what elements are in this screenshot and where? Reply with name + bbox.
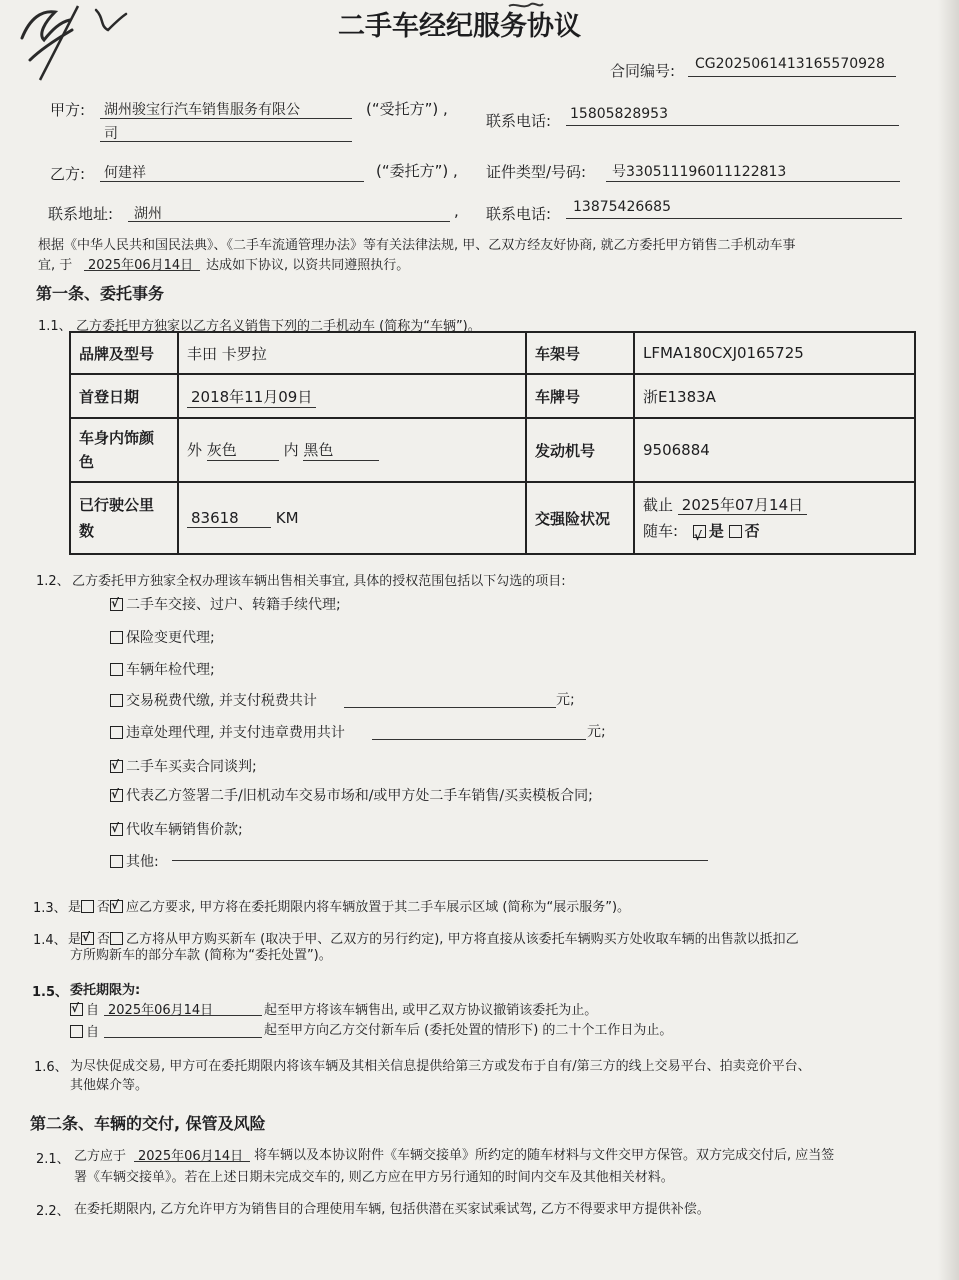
- auth-item: [110, 756, 257, 776]
- document-title: 二手车经纪服务协议: [338, 11, 581, 42]
- mileage-label: 已行驶公里: [79, 496, 155, 514]
- mileage-cell: [178, 482, 526, 554]
- auth-checkbox[interactable]: [110, 598, 123, 611]
- clause-1-5-title: 委托期限为:: [70, 983, 141, 998]
- auth-item: [110, 627, 215, 647]
- party-a-phone: 15805828953: [570, 106, 668, 122]
- color-label-cont: 色: [79, 453, 95, 471]
- auth-item: [110, 722, 345, 742]
- party-b-role: (“委托方”) ,: [376, 162, 458, 180]
- page-edge-shadow: [938, 0, 959, 1280]
- auth-item: [110, 659, 215, 679]
- clause-1-3-text: 应乙方要求, 甲方将在委托期限内将车辆放置于其二手车展示区域 (简称为“展示服务”)。: [126, 900, 631, 915]
- auth-checkbox[interactable]: [110, 631, 123, 644]
- clause-2-1-num: 2.1、: [36, 1152, 70, 1167]
- clause-2-2-num: 2.2、: [36, 1204, 70, 1219]
- ins-until-date: 2025年07月14日: [678, 496, 807, 515]
- article1-title: 第一条、委托事务: [36, 284, 165, 303]
- article2-title: 第二条、车辆的交付, 保管及风险: [30, 1114, 266, 1133]
- clause-1-3-yes-label: 是: [68, 900, 82, 915]
- auth-checkbox[interactable]: [110, 726, 123, 739]
- clause-2-1-line1: 将车辆以及本协议附件《车辆交接单》所约定的随车材料与文件交甲方保管。双方完成交付后, 应当签: [254, 1148, 835, 1163]
- color-label: 车身内饰颜: [79, 429, 155, 447]
- party-a-role: (“受托方”) ,: [366, 100, 448, 118]
- clause-1-5-num: 1.5、: [32, 985, 69, 1000]
- with-car-label: 随车:: [643, 522, 679, 540]
- with-car-yes-checkbox[interactable]: [693, 525, 706, 538]
- with-car-no-checkbox[interactable]: [729, 525, 742, 538]
- clause-1-3-no-label: 否: [97, 900, 111, 915]
- clause-1-4-line1: 乙方将从甲方购买新车 (取决于甲、乙双方的另行约定), 甲方将直接从该委托车辆购买方处收取车辆的出售款以抵扣乙: [126, 932, 799, 947]
- auth-item-label: 违章处理代理, 并支付违章费用共计: [126, 725, 345, 741]
- mileage-unit: KM: [275, 508, 299, 527]
- clause-1-3-num: 1.3、: [33, 901, 67, 916]
- clause-1-6-line2: 其他媒介等。: [70, 1078, 149, 1093]
- party-b-id-label: 证件类型/号码:: [486, 163, 587, 181]
- mileage-value: 83618: [187, 509, 271, 528]
- ext-color: 灰色: [207, 439, 279, 461]
- ext-prefix: 外: [187, 441, 203, 459]
- term-option-1-checkbox[interactable]: [70, 1003, 83, 1016]
- handwritten-signature-icon: [0, 0, 180, 90]
- preamble-line2-post: 达成如下协议, 以资共同遵照执行。: [206, 258, 410, 273]
- int-prefix: 内: [283, 441, 299, 459]
- auth-item-label: 二手车交接、过户、转籍手续代理;: [126, 597, 341, 613]
- party-b-phone: 13875426685: [573, 199, 671, 215]
- term-option-1-text: 起至甲方将该车辆售出, 或甲乙双方协议撤销该委托为止。: [264, 1003, 598, 1018]
- party-b-phone-label: 联系电话:: [486, 205, 552, 223]
- auth-item-label: 代表乙方签署二手/旧机动车交易市场和/或甲方处二手车销售/买卖模板合同;: [126, 788, 593, 804]
- engine-value: 9506884: [634, 418, 915, 482]
- party-a-name: 湖州骏宝行汽车销售服务有限公: [104, 102, 300, 118]
- with-car-no-label: 否: [744, 522, 760, 540]
- clause-1-6-line1: 为尽快促成交易, 甲方可在委托期限内将该车辆及其相关信息提供给第三方或发布于自有/第三方的线上交易平台、拍卖竞价平台、: [70, 1059, 811, 1074]
- auth-item-label: 代收车辆销售价款;: [126, 822, 243, 838]
- contract-number-label: 合同编号:: [610, 62, 676, 80]
- term-option-1: [70, 999, 99, 1018]
- term-option-1-date: 2025年06月14日: [108, 1003, 214, 1018]
- preamble-line1: 根据《中华人民共和国民法典》、《二手车流通管理办法》等有关法律法规, 甲、乙双方经友好协商, 就乙方委托甲方销售二手机动车事: [38, 238, 796, 253]
- insurance-label: 交强险状况: [526, 482, 634, 554]
- address-separator: ,: [454, 202, 459, 220]
- clause-1-4-yes-label: 是: [68, 932, 82, 947]
- plate-label: 车牌号: [526, 374, 634, 418]
- party-b-label: 乙方:: [50, 165, 86, 183]
- term-option-2-text: 起至甲方向乙方交付新车后 (委托处置的情形下) 的二十个工作日为止。: [264, 1023, 673, 1038]
- address-value: 湖州: [134, 206, 162, 222]
- clause-1-4-line2: 方所购新车的部分车款 (简称为“委托处置”)。: [70, 948, 332, 963]
- clause-2-1-line2: 署《车辆交接单》。若在上述日期未完成交车的, 则乙方应在甲方另行通知的时间内交车及其他相关材料。: [74, 1170, 674, 1185]
- term-option-2-checkbox[interactable]: [70, 1025, 83, 1038]
- vin-label: 车架号: [526, 332, 634, 374]
- plate-value: 浙E1383A: [634, 374, 915, 418]
- contract-number: CG20250614131655709​28: [695, 56, 885, 72]
- brand-value: 丰田 卡罗拉: [178, 332, 526, 374]
- preamble-date: 2025年06月14日: [88, 258, 194, 273]
- brand-label: 品牌及型号: [70, 332, 178, 374]
- auth-item-label: 车辆年检代理;: [126, 662, 215, 678]
- term-option-2: [70, 1021, 99, 1040]
- tax-fee-unit: 元;: [556, 692, 575, 708]
- color-label-cell: [70, 418, 178, 482]
- violation-fee-unit: 元;: [587, 724, 606, 740]
- clause-1-6-num: 1.6、: [34, 1060, 68, 1075]
- reg-date-label: 首登日期: [70, 374, 178, 418]
- color-cell: [178, 418, 526, 482]
- vin-value: LFMA180CXJ0165725: [634, 332, 915, 374]
- insurance-cell: [634, 482, 915, 554]
- clause-2-1-date: 2025年06月14日: [138, 1149, 244, 1164]
- term-option-2-from: 自: [86, 1025, 100, 1040]
- auth-item-label: 二手车买卖合同谈判;: [126, 759, 257, 775]
- auth-item: [110, 785, 593, 805]
- auth-item-label: 其他:: [126, 854, 159, 870]
- clause-2-2-text: 在委托期限内, 乙方允许甲方为销售目的合理使用车辆, 包括供潜在买家试乘试驾, 乙方不得要求甲方提供补偿。: [74, 1202, 710, 1217]
- clause-1-2-num: 1.2、: [36, 574, 70, 589]
- auth-item: [110, 690, 317, 710]
- party-a-name-cont: 司: [104, 126, 118, 142]
- auth-checkbox[interactable]: [110, 663, 123, 676]
- preamble-line2-pre: 宜, 于: [38, 258, 73, 273]
- clause-1-1-num: 1.1、: [38, 319, 72, 334]
- auth-item: [110, 594, 341, 614]
- ins-until-label: 截止: [643, 496, 674, 514]
- auth-checkbox[interactable]: [110, 823, 123, 836]
- auth-item: [110, 819, 243, 839]
- auth-item-label: 保险变更代理;: [126, 630, 215, 646]
- clause-1-3-yes-checkbox[interactable]: [81, 900, 94, 913]
- party-a-phone-label: 联系电话:: [486, 112, 552, 130]
- mileage-label-cont: 数: [79, 522, 95, 540]
- vehicle-table: [69, 331, 916, 555]
- reg-date-value: 2018年11月09日: [187, 388, 316, 408]
- clause-2-1-pre: 乙方应于: [74, 1149, 127, 1164]
- address-label: 联系地址:: [48, 205, 114, 223]
- clause-1-4-num: 1.4、: [33, 933, 67, 948]
- auth-checkbox[interactable]: [110, 694, 123, 707]
- auth-checkbox[interactable]: [110, 855, 123, 868]
- reg-date-cell: [178, 374, 526, 418]
- mileage-label-cell: [70, 482, 178, 554]
- clause-1-2-text: 乙方委托甲方独家全权办理该车辆出售相关事宜, 具体的授权范围包括以下勾选的项目:: [72, 574, 566, 589]
- clause-1-3-no-checkbox[interactable]: [110, 900, 123, 913]
- clause-1-3-options: [68, 896, 630, 915]
- with-car-yes-label: 是: [708, 522, 724, 540]
- engine-label: 发动机号: [526, 418, 634, 482]
- auth-item-label: 交易税费代缴, 并支付税费共计: [126, 693, 317, 709]
- auth-checkbox[interactable]: [110, 789, 123, 802]
- auth-checkbox[interactable]: [110, 760, 123, 773]
- clause-1-4-no-label: 否: [97, 932, 111, 947]
- party-b-id: 号330511196011122813: [612, 164, 787, 180]
- clause-1-1-text: 乙方委托甲方独家以乙方名义销售下列的二手机动车 (简称为“车辆”)。: [76, 319, 481, 334]
- party-a-label: 甲方:: [50, 101, 86, 119]
- auth-item: [110, 851, 159, 871]
- int-color: 黑色: [303, 439, 379, 461]
- party-b-name: 何建祥: [104, 165, 146, 181]
- term-option-1-from: 自: [86, 1003, 100, 1018]
